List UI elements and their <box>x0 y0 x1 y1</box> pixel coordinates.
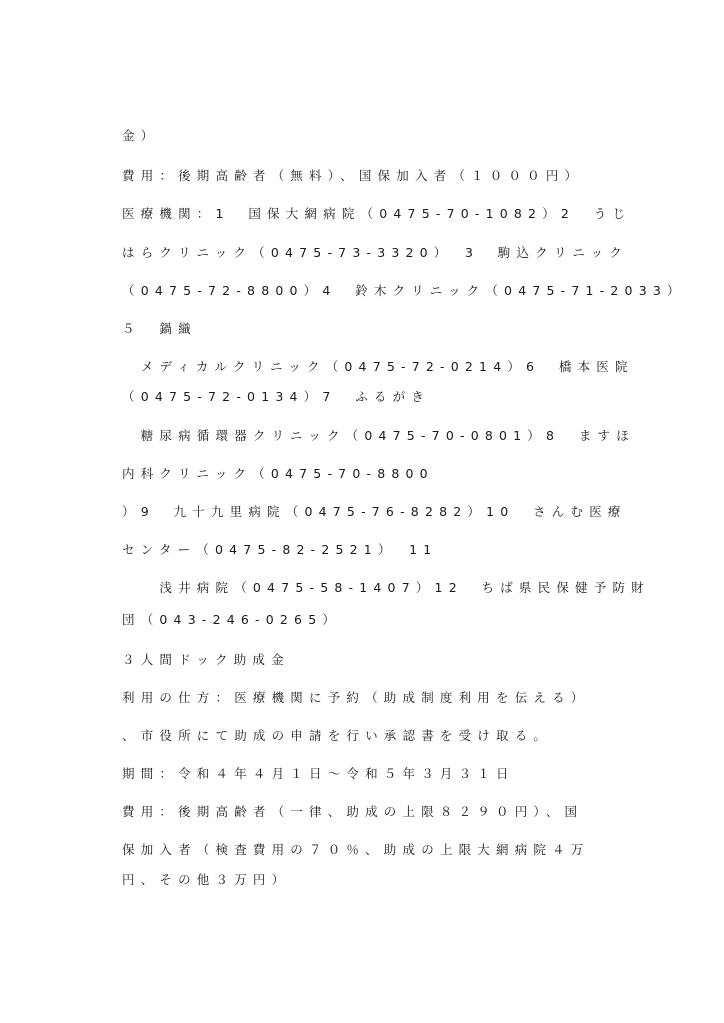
text-line: ）9 九十九里病院（0475-76-8282）10 さんむ医療 <box>122 504 627 519</box>
text-line: 保加入者（検査費用の７０％、助成の上限大網病院４万 <box>122 842 590 857</box>
text-line: 費用：後期高齢者（一律、助成の上限８２９０円）、国 <box>122 804 584 819</box>
text-line: 円、その他３万円） <box>122 872 291 887</box>
text-line: センター（0475-82-2521） 11 <box>122 542 438 557</box>
text-line: 内科クリニック（0475-70-8800 <box>122 466 434 481</box>
text-line: （0475-72-0134）7 ふるがき <box>122 389 431 404</box>
text-line: 団（043-246-0265） <box>122 612 342 627</box>
text-line: はらクリニック（0475-73-3320） 3 駒込クリニック <box>122 245 628 260</box>
text-line: 金） <box>122 128 160 143</box>
text-line: 医療機関：1 国保大網病院（0475-70-1082）2 うじ <box>122 206 632 221</box>
text-line: 糖尿病循環器クリニック（0475-70-0801）8 ますほ <box>122 428 635 443</box>
text-line: 、市役所にて助成の申請を行い承認書を受け取る。 <box>122 728 553 743</box>
text-line: メディカルクリニック（0475-72-0214）6 橋本医院 <box>122 359 634 374</box>
text-line: ３人間ドック助成金 <box>122 652 290 667</box>
text-line: （0475-72-8800）4 鈴木クリニック（0475-71-2033） <box>122 283 686 298</box>
text-line: 費用：後期高齢者（無料）、国保加入者（１０００円） <box>122 168 584 183</box>
text-line: 利用の仕方：医療機関に予約（助成制度利用を伝える） <box>122 690 590 705</box>
text-line: ５ 鍋織 <box>122 321 197 336</box>
text-line: 浅井病院（0475-58-1407）12 ちば県民保健予防財 <box>122 580 650 595</box>
text-line: 期間：令和４年４月１日～令和５年３月３１日 <box>122 766 515 781</box>
